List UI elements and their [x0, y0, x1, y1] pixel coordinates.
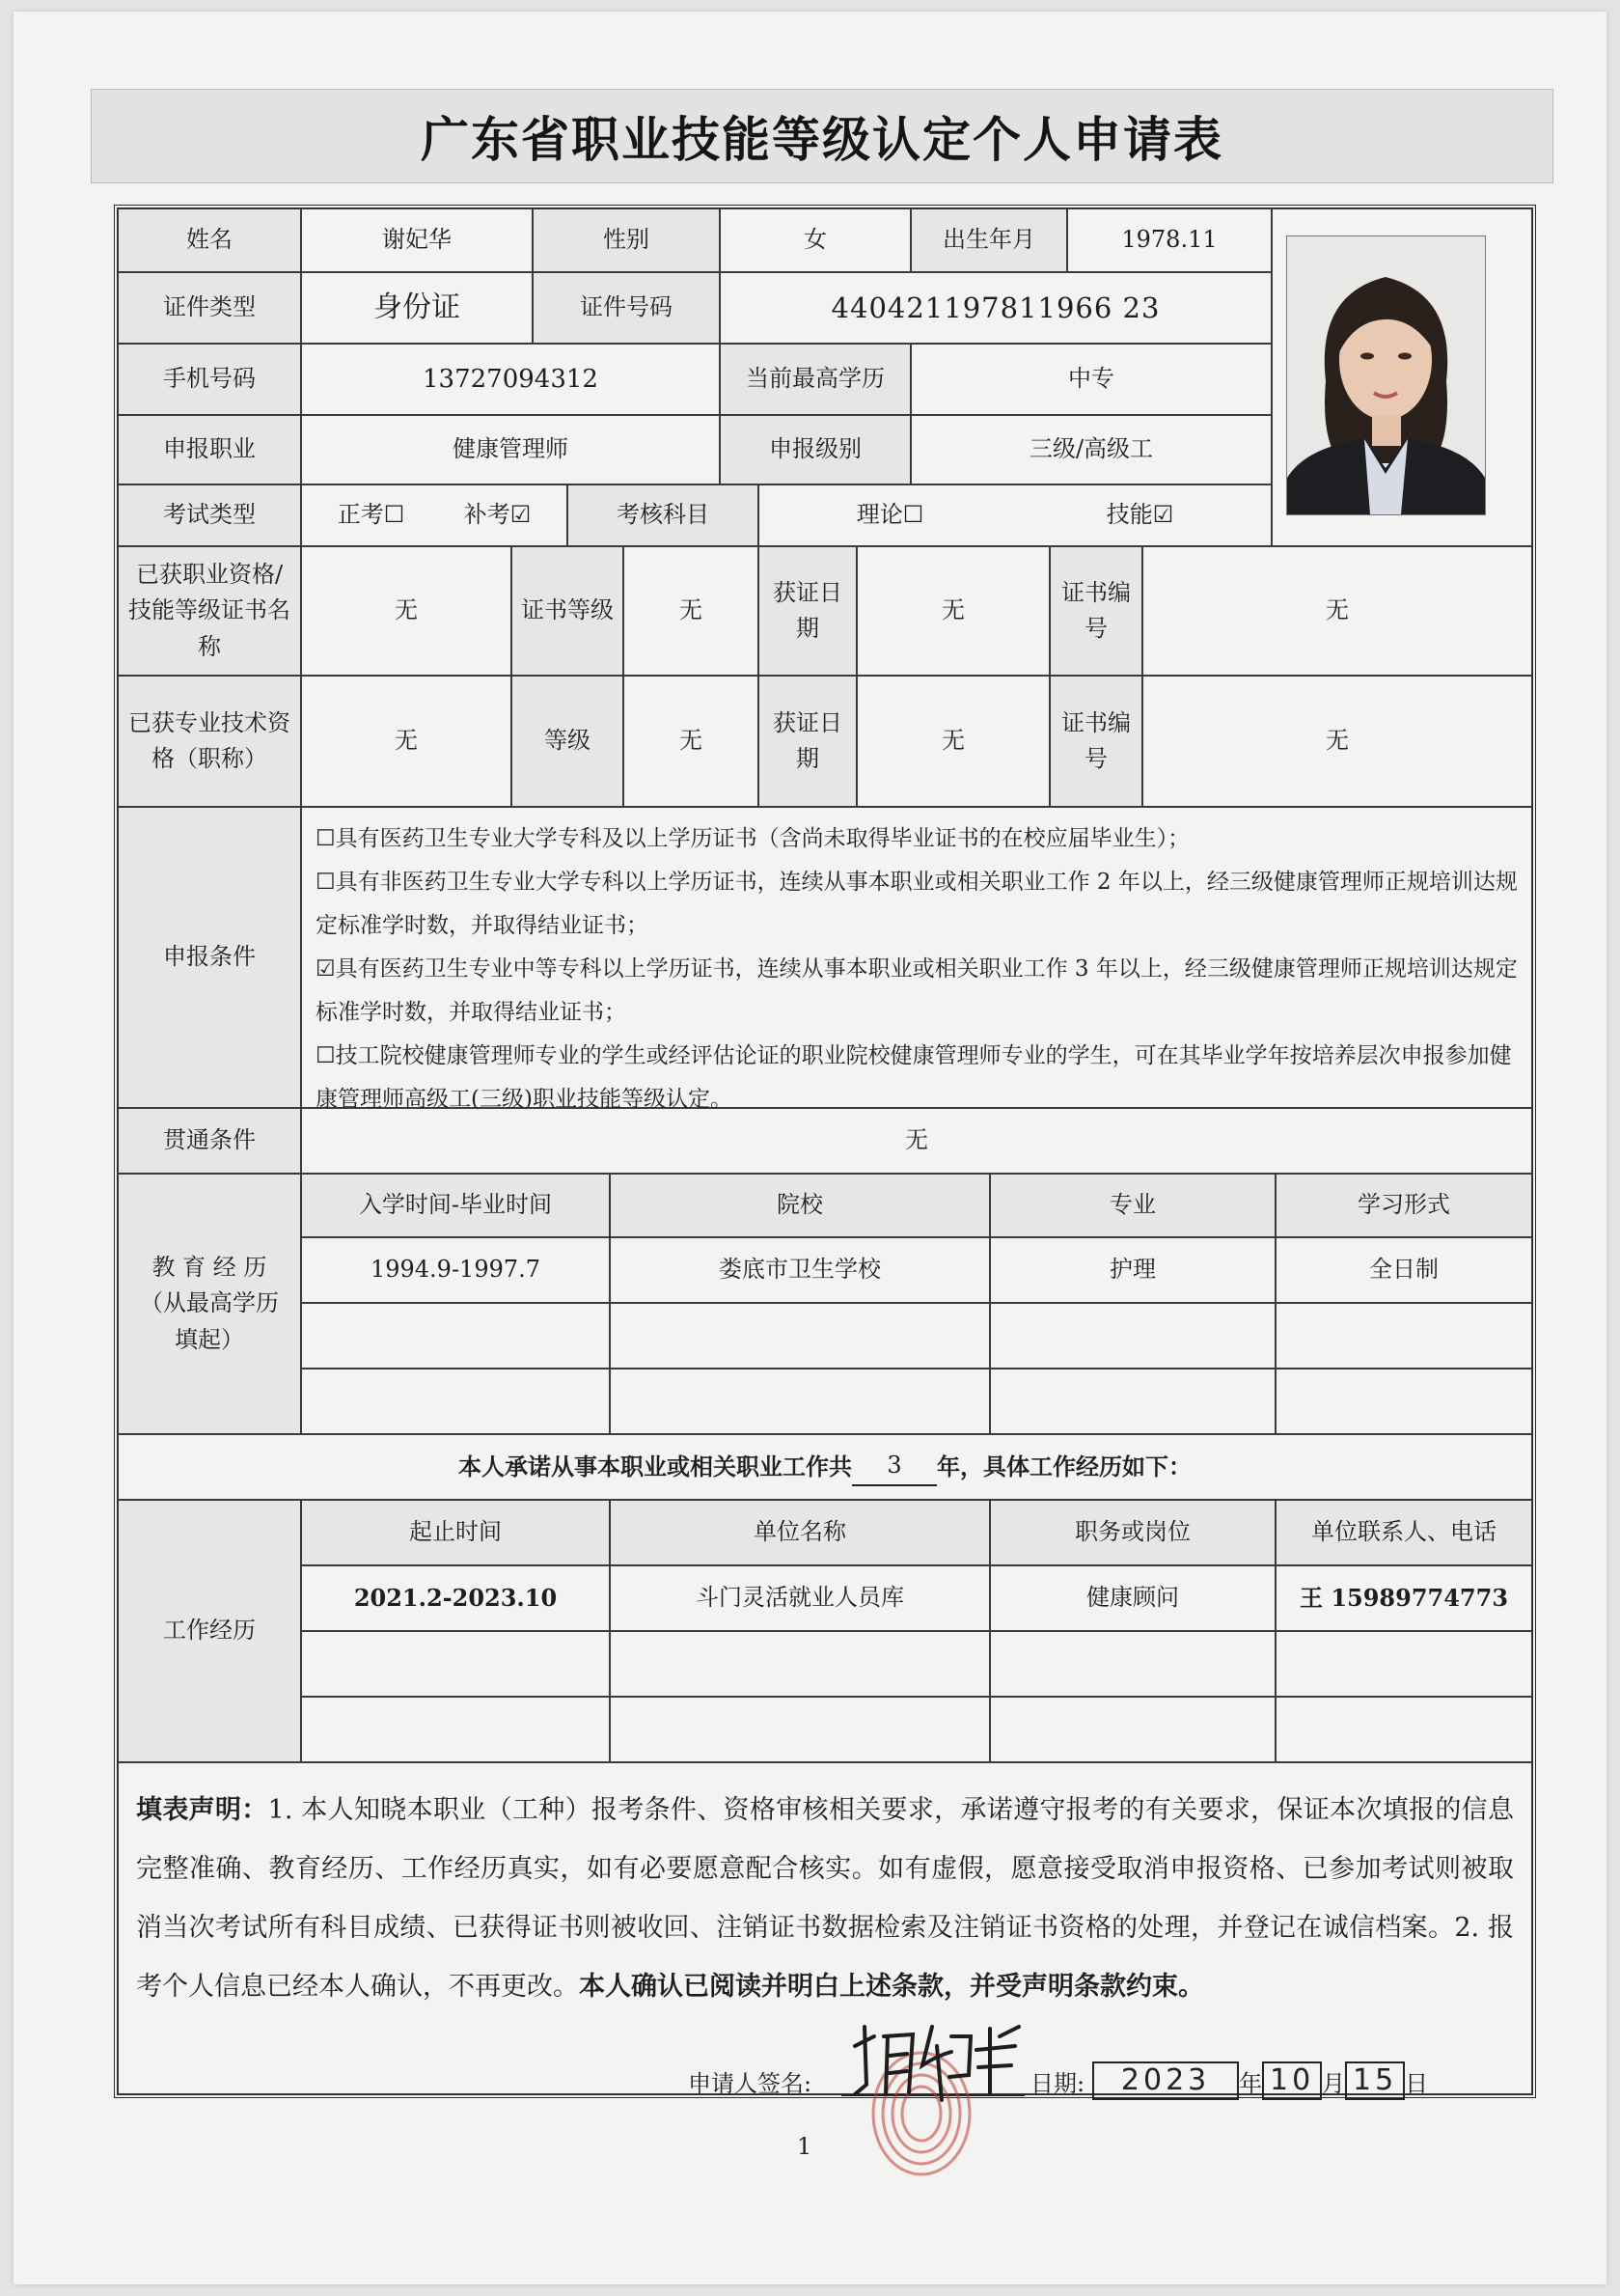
work-promise-years: 3 — [852, 1448, 937, 1485]
applicant-photo — [1286, 235, 1486, 515]
declaration-body: 1. 本人知晓本职业（工种）报考条件、资格审核相关要求，承诺遵守报考的有关要求，保证本次填报的信息完整准确、教育经历、工作经历真实，如有必要愿意配合核实。如有虚假，愿意接受取消申报资格、已参加考试则被取消当次考试所有科目成绩、已获得证书则被收回、注销证书数据检索及注销证书资格的处理，并登记在诚信档案。2. 报考个人信息已经本人确认，不再更改。 — [136, 1795, 1515, 2002]
title-grade-value: 无 — [623, 676, 758, 807]
gender-value: 女 — [720, 208, 911, 272]
work-row3-period — [301, 1697, 610, 1762]
title-no-value: 无 — [1142, 676, 1532, 807]
title-no-label: 证书编号 — [1050, 676, 1142, 807]
date-year: 2023 — [1092, 2061, 1239, 2100]
date-month-unit: 月 — [1322, 2069, 1346, 2097]
phone-label: 手机号码 — [118, 344, 301, 415]
birth-label: 出生年月 — [911, 208, 1067, 272]
gender-label: 性别 — [533, 208, 720, 272]
condition-item-3: ☑具有医药卫生专业中等专科以上学历证书，连续从事本职业或相关职业工作 3 年以上，经三级健康管理师正规培训达规定标准学时数，并取得结业证书； — [316, 956, 1518, 1025]
title-name-value: 无 — [301, 676, 511, 807]
work-row2-unit — [610, 1631, 990, 1697]
page-number: 1 — [797, 2133, 812, 2160]
edu-row3-major — [990, 1369, 1276, 1434]
edu-header-mode: 学习形式 — [1276, 1174, 1532, 1237]
cert-no-value: 无 — [1142, 546, 1532, 676]
title-name-label: 已获专业技术资格（职称） — [118, 676, 301, 807]
examtype-label: 考试类型 — [118, 484, 301, 546]
job-label: 申报职业 — [118, 415, 301, 484]
subject-label: 考核科目 — [567, 484, 758, 546]
declaration-block — [118, 1762, 1532, 2094]
work-row1-period: 2021.2-2023.10 — [301, 1565, 610, 1631]
work-row2-period — [301, 1631, 610, 1697]
date-label: 日期: — [1030, 2069, 1085, 2097]
cert-grade-label: 证书等级 — [511, 546, 623, 676]
edu-header-major: 专业 — [990, 1174, 1276, 1237]
condition-item-4: ☐技工院校健康管理师专业的学生或经评估论证的职业院校健康管理师专业的学生，可在其毕业学年按培养层次申报参加健康管理师高级工(三级)职业技能等级认定。 — [316, 1043, 1512, 1112]
edu-row2-school — [610, 1303, 990, 1369]
edu-row3-period — [301, 1369, 610, 1434]
idno-value: 440421197811966 23 — [720, 272, 1272, 344]
portrait-image — [1287, 236, 1485, 514]
edu-row3-school — [610, 1369, 990, 1434]
edu-row1-mode: 全日制 — [1276, 1237, 1532, 1303]
work-row2-contact — [1276, 1631, 1532, 1697]
form-title: 广东省职业技能等级认定个人申请表 — [421, 111, 1223, 168]
edu-row1-school: 娄底市卫生学校 — [610, 1237, 990, 1303]
work-row3-post — [990, 1697, 1276, 1762]
date-row — [1030, 2061, 1428, 2100]
work-row3-unit — [610, 1697, 990, 1762]
edu-row3-mode — [1276, 1369, 1532, 1434]
edu-value: 中专 — [911, 344, 1272, 415]
subject-skill-checkbox: 技能☑ — [1106, 501, 1174, 529]
exam-normal-checkbox: 正考☐ — [337, 501, 405, 529]
work-row1-post: 健康顾问 — [990, 1565, 1276, 1631]
signature-label: 申请人签名: — [688, 2069, 812, 2097]
examtype-options — [301, 484, 567, 546]
work-header-unit: 单位名称 — [610, 1500, 990, 1565]
work-row1-contact: 王 15989774773 — [1276, 1565, 1532, 1631]
edu-header-period: 入学时间-毕业时间 — [301, 1174, 610, 1237]
cert-name-label: 已获职业资格/技能等级证书名称 — [118, 546, 301, 676]
work-row1-unit: 斗门灵活就业人员库 — [610, 1565, 990, 1631]
level-value: 三级/高级工 — [911, 415, 1272, 484]
cert-no-label: 证书编号 — [1050, 546, 1142, 676]
handwritten-signature — [845, 2007, 1038, 2123]
conditions-list — [301, 807, 1532, 1112]
idno-label: 证件号码 — [533, 272, 720, 344]
conditions-label: 申报条件 — [118, 807, 301, 1108]
date-month: 10 — [1262, 2061, 1322, 2100]
work-header-post: 职务或岗位 — [990, 1500, 1276, 1565]
level-label: 申报级别 — [720, 415, 911, 484]
cert-date-label: 获证日期 — [758, 546, 857, 676]
edu-label: 当前最高学历 — [720, 344, 911, 415]
exam-makeup-checkbox: 补考☑ — [463, 501, 532, 529]
edu-row1-period: 1994.9-1997.7 — [301, 1237, 610, 1303]
edu-row2-mode — [1276, 1303, 1532, 1369]
subject-theory-checkbox: 理论☐ — [856, 501, 924, 529]
date-year-unit: 年 — [1239, 2069, 1263, 2097]
edu-row2-period — [301, 1303, 610, 1369]
work-promise — [118, 1434, 1532, 1500]
idtype-value: 身份证 — [301, 272, 533, 344]
work-label: 工作经历 — [118, 1500, 301, 1762]
edu-header-school: 院校 — [610, 1174, 990, 1237]
name-value: 谢妃华 — [301, 208, 533, 272]
through-value: 无 — [301, 1108, 1532, 1174]
form-title-bar — [91, 89, 1553, 183]
birth-value: 1978.11 — [1067, 208, 1272, 272]
subject-options — [758, 484, 1272, 546]
name-label: 姓名 — [118, 208, 301, 272]
condition-item-1: ☐具有医药卫生专业大学专科及以上学历证书（含尚未取得毕业证书的在校应届毕业生）； — [316, 826, 1191, 851]
date-day: 15 — [1345, 2061, 1405, 2100]
edu-row2-major — [990, 1303, 1276, 1369]
cert-name-value: 无 — [301, 546, 511, 676]
title-date-label: 获证日期 — [758, 676, 857, 807]
work-promise-prefix: 本人承诺从事本职业或相关职业工作共 — [458, 1452, 852, 1481]
work-row2-post — [990, 1631, 1276, 1697]
cert-date-value: 无 — [857, 546, 1050, 676]
date-day-unit: 日 — [1405, 2069, 1429, 2097]
work-header-contact: 单位联系人、电话 — [1276, 1500, 1532, 1565]
edu-row1-major: 护理 — [990, 1237, 1276, 1303]
title-grade-label: 等级 — [511, 676, 623, 807]
title-date-value: 无 — [857, 676, 1050, 807]
declaration-head: 填表声明： — [136, 1795, 268, 1825]
through-label: 贯通条件 — [118, 1108, 301, 1174]
idtype-label: 证件类型 — [118, 272, 301, 344]
job-value: 健康管理师 — [301, 415, 720, 484]
work-promise-suffix: 年，具体工作经历如下： — [937, 1452, 1192, 1481]
declaration-tail: 本人确认已阅读并明白上述条款，并受声明条款约束。 — [579, 1972, 1204, 2002]
condition-item-2: ☐具有非医药卫生专业大学专科以上学历证书，连续从事本职业或相关职业工作 2 年以上，经三级健康管理师正规培训达规定标准学时数，并取得结业证书； — [316, 870, 1518, 938]
education-label: 教 育 经 历（从最高学历填起） — [118, 1174, 301, 1434]
phone-value: 13727094312 — [301, 344, 720, 415]
work-row3-contact — [1276, 1697, 1532, 1762]
cert-grade-value: 无 — [623, 546, 758, 676]
work-header-period: 起止时间 — [301, 1500, 610, 1565]
